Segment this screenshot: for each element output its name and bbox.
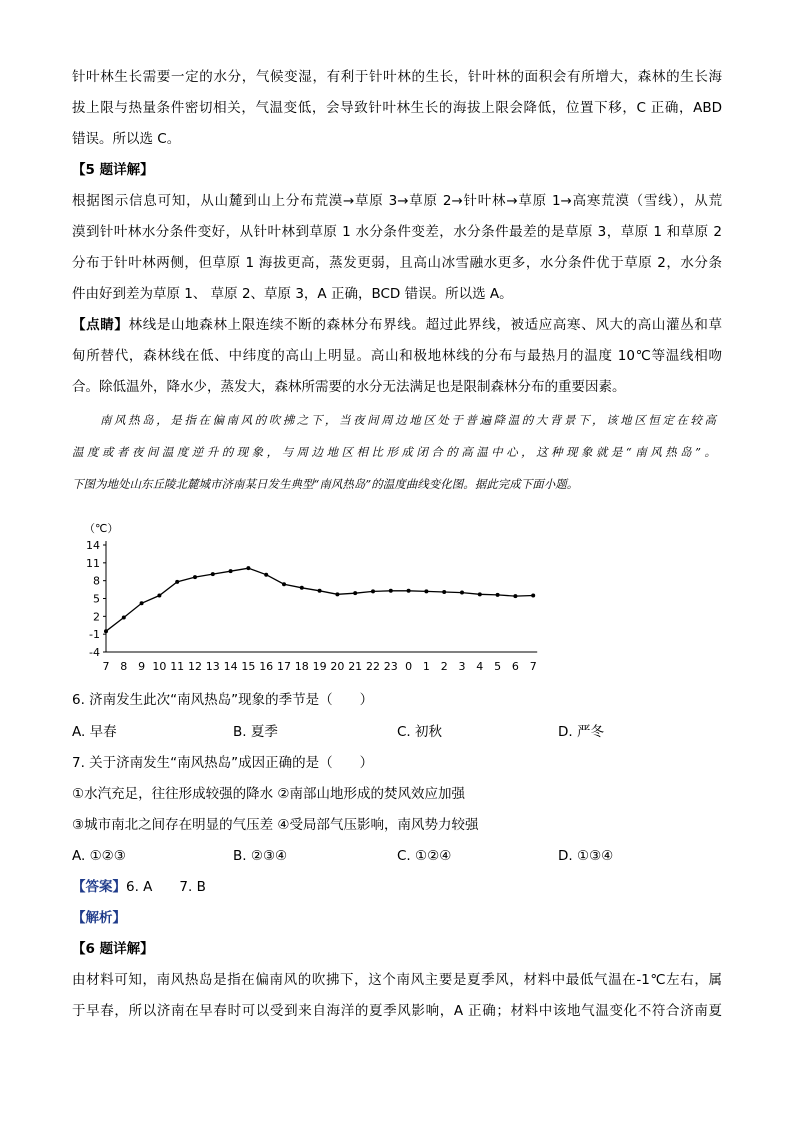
x-tick-label: 1 <box>422 660 430 673</box>
data-point <box>513 594 517 598</box>
data-point <box>157 594 161 598</box>
data-point <box>229 569 233 573</box>
option-7a: A. ①②③ <box>72 848 126 864</box>
data-point <box>300 586 304 590</box>
y-axis-label: （℃） <box>84 522 119 535</box>
data-point <box>424 589 428 593</box>
y-tick-label: 2 <box>93 610 100 624</box>
x-tick-label: 16 <box>259 660 274 673</box>
text-line: 分布于针叶林两侧，但草原 1 海拔更高，蒸发更弱，且高山冰雪融水更多，水分条件优于草原 2，水分条 <box>72 255 722 271</box>
x-tick-label: 2 <box>440 660 448 673</box>
x-tick-label: 0 <box>405 660 413 673</box>
analysis-label: 【解析】 <box>72 910 126 926</box>
x-tick-label: 23 <box>383 660 398 673</box>
x-tick-label: 20 <box>330 660 345 673</box>
data-point <box>318 589 322 593</box>
x-tick-label: 7 <box>102 660 110 673</box>
x-tick-label: 12 <box>188 660 202 673</box>
statement-line: ③城市南北之间存在明显的气压差 ④受局部气压影响，南风势力较强 <box>72 817 479 833</box>
data-point <box>407 589 411 593</box>
data-point <box>104 629 108 633</box>
text-line: 由材料可知，南风热岛是指在偏南风的吹拂下，这个南风主要是夏季风，材料中最低气温在-1℃左右，属 <box>72 972 722 988</box>
x-tick-label: 6 <box>511 660 519 673</box>
text-line: 错误。所以选 C。 <box>72 131 181 147</box>
x-tick-label: 18 <box>294 660 309 673</box>
answer-text: 6. A 7. B <box>126 879 206 895</box>
x-tick-label: 8 <box>120 660 128 673</box>
y-tick-label: 14 <box>86 539 100 552</box>
x-tick-label: 13 <box>205 660 220 673</box>
x-tick-label: 15 <box>241 660 256 673</box>
data-point <box>175 580 179 584</box>
x-tick-label: 11 <box>170 660 185 673</box>
data-point <box>442 590 446 594</box>
data-point <box>496 593 500 597</box>
x-tick-label: 21 <box>348 660 363 673</box>
data-point <box>371 589 375 593</box>
y-tick-label: -4 <box>89 646 100 659</box>
data-point <box>531 594 535 598</box>
y-tick-label: -1 <box>89 628 100 642</box>
data-point <box>140 601 144 605</box>
option-7b: B. ②③④ <box>233 848 288 864</box>
option-6c: C. 初秋 <box>397 724 443 740</box>
data-point <box>264 573 268 577</box>
y-tick-label: 11 <box>86 556 100 570</box>
data-point <box>246 566 250 570</box>
option-6b: B. 夏季 <box>233 724 278 740</box>
data-point <box>282 582 286 586</box>
section-heading: 【6 题详解】 <box>72 941 154 957</box>
material-line: 下图为地处山东丘陵北麓城市济南某日发生典型“南风热岛”的温度曲线变化图。据此完成下面小题。 <box>72 477 579 491</box>
data-point <box>193 575 197 579</box>
data-point <box>335 592 339 596</box>
series-line <box>106 568 533 631</box>
tip-label: 【点睛】 <box>72 317 129 333</box>
data-point <box>389 589 393 593</box>
material-line: 南风热岛，是指在偏南风的吹拂之下，当夜间周边地区处于普遍降温的大背景下，该地区恒定在较高 <box>100 413 716 427</box>
question-6: 6. 济南发生此次“南风热岛”现象的季节是（ ） <box>72 692 374 708</box>
data-point <box>353 591 357 595</box>
x-tick-label: 10 <box>152 660 167 673</box>
x-tick-label: 22 <box>366 660 380 673</box>
x-tick-label: 17 <box>277 660 291 673</box>
statement-line: ①水汽充足，往往形成较强的降水 ②南部山地形成的焚风效应加强 <box>72 786 465 802</box>
data-point <box>478 592 482 596</box>
x-tick-label: 5 <box>494 660 502 673</box>
tip-text: 林线是山地森林上限连续不断的森林分布界线。超过此界线，被适应高寒、风大的高山灌丛和草 <box>128 317 722 333</box>
option-7d: D. ①③④ <box>558 848 614 864</box>
x-tick-label: 14 <box>223 660 238 673</box>
temperature-line-chart <box>72 515 537 675</box>
answer-label: 【答案】 <box>72 879 126 895</box>
section-heading: 【5 题详解】 <box>72 162 154 178</box>
data-point <box>460 591 464 595</box>
tip-line <box>72 315 722 335</box>
text-line: 合。除低温外，降水少，蒸发大，森林所需要的水分无法满足也是限制森林分布的重要因素。 <box>72 379 626 395</box>
data-point <box>122 616 126 620</box>
x-tick-label: 4 <box>476 660 484 673</box>
text-line: 件由好到差为草原 1、 草原 2、草原 3，A 正确，BCD 错误。所以选 A。 <box>72 286 513 302</box>
text-line: 针叶林生长需要一定的水分，气候变湿，有利于针叶林的生长，针叶林的面积会有所增大，森林的生长海 <box>72 69 722 85</box>
y-tick-label: 8 <box>93 574 100 588</box>
answer-line <box>72 877 206 897</box>
question-7: 7. 关于济南发生“南风热岛”成因正确的是（ ） <box>72 755 374 771</box>
option-6d: D. 严冬 <box>558 724 604 740</box>
text-line: 拔上限与热量条件密切相关，气温变低，会导致针叶林生长的海拔上限会降低，位置下移，C 正确，ABD <box>72 100 722 116</box>
material-line: 温度或者夜间温度逆升的现象，与周边地区相比形成闭合的高温中心，这种现象就是“南风热岛”。 <box>72 445 716 459</box>
text-line: 甸所替代，森林线在低、中纬度的高山上明显。高山和极地林线的分布与最热月的温度 10℃等温线相吻 <box>72 348 722 364</box>
y-tick-label: 5 <box>93 592 100 606</box>
data-point <box>211 572 215 576</box>
text-line: 于早春，所以济南在早春时可以受到来自海洋的夏季风影响，A 正确；材料中该地气温变化不符合济南夏 <box>72 1003 722 1019</box>
text-line: 漠到针叶林水分条件变好，从针叶林到草原 1 水分条件变差，水分条件最差的是草原 3，草原 1 和草原 2 <box>72 224 722 240</box>
x-tick-label: 3 <box>458 660 466 673</box>
x-tick-label: 7 <box>529 660 537 673</box>
text-line: 根据图示信息可知，从山麓到山上分布荒漠→草原 3→草原 2→针叶林→草原 1→高寒荒漠（雪线），从荒 <box>72 193 722 209</box>
option-7c: C. ①②④ <box>397 848 452 864</box>
x-tick-label: 19 <box>312 660 327 673</box>
option-6a: A. 早春 <box>72 724 117 740</box>
x-tick-label: 9 <box>138 660 146 673</box>
